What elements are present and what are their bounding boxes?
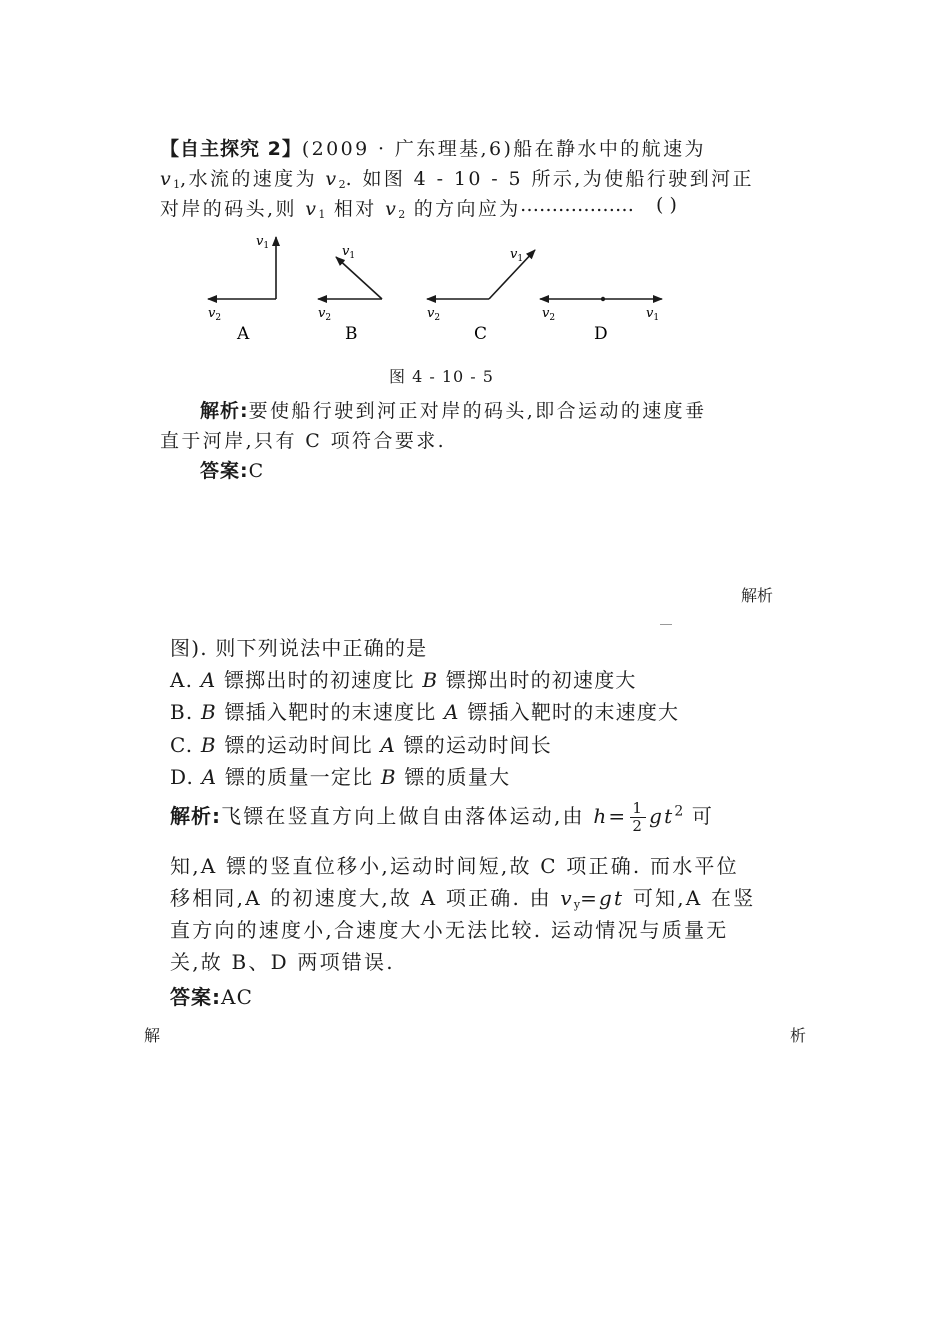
option-a-v2-label: $v_2$: [208, 306, 222, 323]
q1-line1-text: (2009 · 广东理基,6)船在静水中的航速为: [301, 138, 706, 160]
q1-line-1: [160, 134, 706, 161]
option-d-v2-label: $v_2$: [542, 306, 556, 323]
figure-caption: 图 4 - 10 - 5: [389, 367, 494, 386]
option-b-v1-label: $v_1$: [342, 244, 356, 261]
q2-analysis-line-5: 关,故 B、D 两项错误.: [170, 950, 395, 974]
figure-4-10-5: [190, 228, 690, 356]
q1-tag: 【自主探究 2】: [160, 138, 302, 160]
option-c-v2-label: $v_2$: [427, 306, 441, 323]
q2-analysis-line-4: 直方向的速度小,合速度大小无法比较. 运动情况与质量无: [170, 918, 729, 942]
q1-dots: ………………: [520, 194, 634, 216]
fraction-one-half: $\frac{1}{2}$: [632, 799, 645, 835]
option-d-center-dot: [601, 297, 605, 301]
option-a-letter: A: [237, 324, 250, 344]
q1-line-2: $v_1$,水流的速度为 $v_2$. 如图 4 - 10 - 5 所示,为使船行驶到河正: [160, 168, 754, 191]
q2-analysis-line-2: 知,A 镖的竖直位移小,运动时间短,故 C 项正确. 而水平位: [170, 854, 739, 878]
q2-option-c: C. B 镖的运动时间比 A 镖的运动时间长: [170, 733, 552, 757]
q1-answer-line: 答案:C: [200, 460, 266, 482]
q1-analysis-line-1: 解析:要使船行驶到河正对岸的码头,即合运动的速度垂: [200, 400, 707, 422]
q2-option-d: D. A 镖的质量一定比 B 镖的质量大: [170, 765, 511, 789]
q2-answer-line: 答案:AC: [170, 985, 254, 1009]
option-b-letter: B: [345, 324, 358, 344]
q2-option-b: B. B 镖插入靶时的末速度比 A 镖插入靶时的末速度大: [170, 700, 680, 724]
footer-jie: 解: [144, 1026, 161, 1045]
q1-answer-paren: ( ): [656, 194, 677, 216]
option-a-v1-label: $v_1$: [256, 234, 270, 251]
option-c-v1-label: $v_1$: [510, 247, 524, 264]
option-d-letter: D: [594, 324, 608, 344]
option-b-v2-label: $v_2$: [318, 306, 332, 323]
option-b-diagram: [318, 257, 382, 299]
q1-analysis-line-2: 直于河岸,只有 C 项符合要求.: [160, 430, 447, 452]
option-c-letter: C: [474, 324, 488, 344]
q2-option-a: A. A 镖掷出时的初速度比 B 镖掷出时的初速度大: [170, 668, 637, 692]
q2-intro: 图). 则下列说法中正确的是: [170, 636, 428, 660]
footer-xi: 析: [790, 1026, 807, 1045]
footer-analysis-label: 解析: [741, 586, 774, 605]
q2-analysis-line-1: 解析:飞镖在竖直方向上做自由落体运动,由 h= $\frac{1}{2}$ $gt^2$ 可: [170, 799, 715, 835]
divider-mark: [660, 624, 672, 625]
q2-analysis-line-3: 移相同,A 的初速度大,故 A 项正确. 由 $v_y=gt$ 可知,A 在竖: [170, 886, 756, 911]
q1-line-3: 对岸的码头,则 $v_1$ 相对 $v_2$ 的方向应为: [160, 198, 521, 221]
option-d-v1-label: $v_1$: [646, 306, 660, 323]
